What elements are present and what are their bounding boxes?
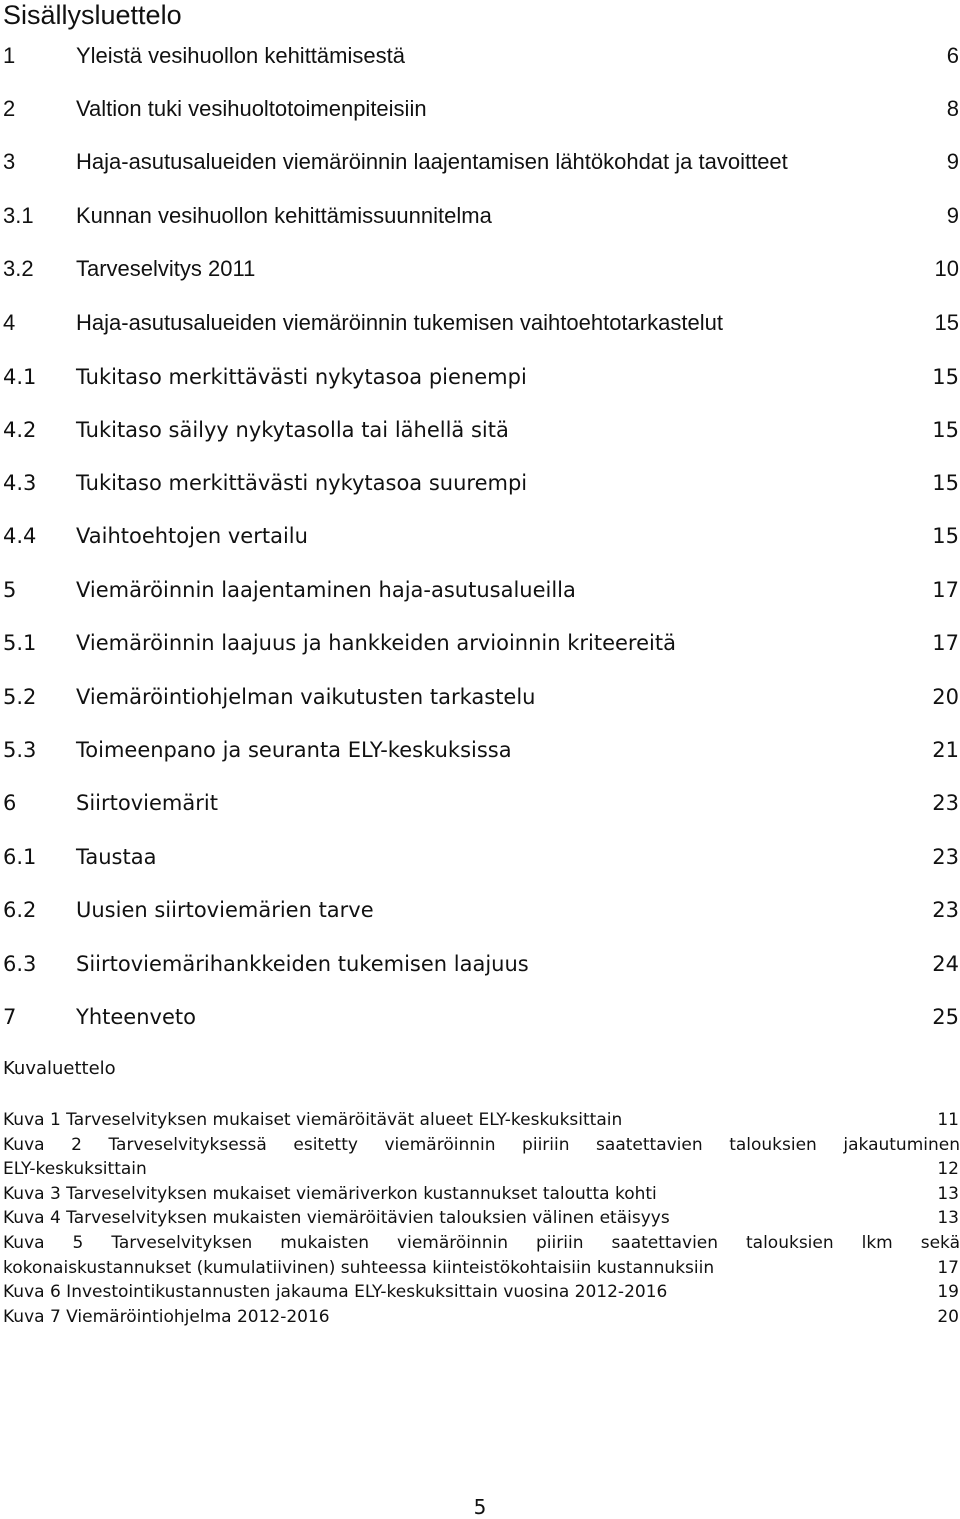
toc-entry-number: 4	[3, 310, 16, 335]
toc-entry[interactable]	[0, 41, 960, 71]
toc-entry-number: 7	[3, 1005, 17, 1029]
toc-entry-title: Viemäröinnin laajentaminen haja-asutusalueilla	[76, 578, 576, 602]
toc-entry-number: 6.2	[3, 898, 37, 922]
toc-entry-page: 23	[932, 845, 959, 869]
toc-entry-title: Viemäröinnin laajuus ja hankkeiden arvioinnin kriteereitä	[76, 631, 676, 655]
figure-entry[interactable]	[3, 1182, 960, 1207]
toc-entry-title: Tarveselvitys 2011	[76, 256, 256, 281]
toc-entry-number: 3	[3, 149, 16, 174]
toc-entry-page: 17	[932, 578, 959, 602]
figure-entry-title: Kuva 4 Tarveselvityksen mukaisten viemäröitävien talouksien välinen etäisyys	[3, 1208, 670, 1229]
toc-entry[interactable]	[0, 201, 960, 231]
figure-entry[interactable]	[3, 1280, 960, 1305]
figure-entry-page: 11	[937, 1110, 959, 1130]
toc-entry-number: 6	[3, 791, 17, 815]
toc-entry-title: Uusien siirtoviemärien tarve	[76, 898, 374, 922]
figure-list	[3, 1108, 960, 1329]
toc-entry[interactable]	[0, 362, 960, 392]
figure-entry-title: Kuva 2 Tarveselvityksessä esitetty viemäröinnin piiriin saatettavien talouksien jakautuminen	[3, 1134, 960, 1155]
page-title: Sisällysluettelo	[3, 0, 182, 30]
figure-entry[interactable]	[3, 1108, 960, 1133]
toc-entry-title: Viemäröintiohjelman vaikutusten tarkastelu	[76, 685, 536, 709]
toc-entry-title: Vaihtoehtojen vertailu	[76, 524, 308, 548]
figure-entry-page: 12	[937, 1159, 959, 1180]
toc-entry-number: 5	[3, 578, 17, 602]
figure-entry-title-continued: kokonaiskustannukset (kumulatiivinen) suhteessa kiinteistökohtaisiin kustannuksiin	[3, 1257, 715, 1278]
figure-entry-page: 13	[937, 1208, 959, 1229]
toc-entry-number: 6.3	[3, 952, 37, 976]
toc-entry-page: 15	[934, 310, 959, 335]
figure-entry[interactable]	[3, 1231, 960, 1280]
toc-entry[interactable]	[0, 254, 960, 284]
toc-entry-page: 23	[932, 791, 959, 815]
toc-entry[interactable]	[0, 415, 960, 445]
toc-entry-page: 10	[934, 256, 959, 281]
toc-entry-title: Yleistä vesihuollon kehittämisestä	[76, 43, 405, 68]
toc-entry-title: Siirtoviemärit	[76, 791, 218, 815]
figure-entry[interactable]	[3, 1133, 960, 1182]
toc-entry[interactable]	[0, 842, 960, 872]
toc-entry[interactable]	[0, 468, 960, 498]
toc-entry-page: 17	[932, 631, 959, 655]
toc-entry[interactable]	[0, 735, 960, 765]
toc-entry[interactable]	[0, 628, 960, 658]
toc-entry-page: 25	[932, 1005, 959, 1029]
toc-entry[interactable]	[0, 94, 960, 124]
toc-entry-page: 8	[946, 96, 959, 121]
toc-entry-title: Toimeenpano ja seuranta ELY-keskuksissa	[76, 738, 512, 762]
figure-entry-page: 19	[937, 1282, 959, 1303]
toc-entry-page: 9	[946, 149, 959, 174]
toc-entry-number: 4.2	[3, 418, 37, 442]
toc-entry[interactable]	[0, 788, 960, 818]
toc-entry[interactable]	[0, 575, 960, 605]
toc-entry-title: Siirtoviemärihankkeiden tukemisen laajuus	[76, 952, 529, 976]
figure-entry[interactable]	[3, 1305, 960, 1330]
toc-entry[interactable]	[0, 1002, 960, 1032]
figures-heading: Kuvaluettelo	[3, 1058, 116, 1079]
figure-entry-title-continued: ELY-keskuksittain	[3, 1159, 147, 1180]
figure-entry-title: Kuva 3 Tarveselvityksen mukaiset viemäriverkon kustannukset taloutta kohti	[3, 1183, 657, 1204]
figure-entry[interactable]	[3, 1206, 960, 1231]
toc-entry-number: 2	[3, 96, 16, 121]
toc-entry-page: 23	[932, 898, 959, 922]
toc-entry-title: Tukitaso säilyy nykytasolla tai lähellä sitä	[76, 418, 509, 442]
toc-entry-page: 15	[932, 524, 959, 548]
toc-entry-number: 5.2	[3, 685, 37, 709]
toc-entry-page: 15	[932, 365, 959, 389]
toc-entry-page: 15	[932, 418, 959, 442]
figure-entry-page: 17	[937, 1257, 959, 1278]
toc-entry-number: 6.1	[3, 845, 37, 869]
toc-entry[interactable]	[0, 308, 960, 338]
page-number: 5	[473, 1495, 487, 1519]
toc-entry-title: Tukitaso merkittävästi nykytasoa suurempi	[76, 471, 528, 495]
toc-entry-title: Haja-asutusalueiden viemäröinnin laajentamisen lähtökohdat ja tavoitteet	[76, 149, 788, 174]
toc-entry-title: Valtion tuki vesihuoltotoimenpiteisiin	[76, 96, 427, 121]
toc-entry-page: 21	[932, 738, 959, 762]
figure-entry-title: Kuva 6 Investointikustannusten jakauma ELY-keskuksittain vuosina 2012-2016	[3, 1282, 668, 1303]
toc-entry-title: Kunnan vesihuollon kehittämissuunnitelma	[76, 203, 492, 228]
figure-entry-page: 13	[937, 1183, 959, 1204]
toc-entry-page: 24	[932, 952, 959, 976]
figure-entry-title: Kuva 1 Tarveselvityksen mukaiset viemäröitävät alueet ELY-keskuksittain	[3, 1110, 623, 1130]
toc-entry[interactable]	[0, 895, 960, 925]
toc-entry-number: 4.4	[3, 524, 37, 548]
toc-entry-number: 4.3	[3, 471, 37, 495]
toc-entry-page: 20	[932, 685, 959, 709]
figure-entry-page: 20	[937, 1306, 959, 1327]
toc-entry-title: Tukitaso merkittävästi nykytasoa pienempi	[76, 365, 527, 389]
toc-entry-number: 5.3	[3, 738, 37, 762]
figure-entry-title: Kuva 7 Viemäröintiohjelma 2012-2016	[3, 1306, 330, 1327]
toc-entry[interactable]	[0, 682, 960, 712]
figure-entry-title: Kuva 5 Tarveselvityksen mukaisten viemäröinnin piiriin saatettavien talouksien lkm sekä	[3, 1232, 960, 1253]
toc-entry-number: 4.1	[3, 365, 37, 389]
toc-entry-title: Taustaa	[76, 845, 157, 869]
toc-entry-title: Yhteenveto	[76, 1005, 196, 1029]
toc-entry-number: 5.1	[3, 631, 37, 655]
toc-entry[interactable]	[0, 147, 960, 177]
toc-entry-page: 9	[946, 203, 959, 228]
toc-entry-page: 6	[946, 43, 959, 68]
toc-entry-page: 15	[932, 471, 959, 495]
toc-entry-number: 3.1	[3, 203, 34, 228]
toc-entry[interactable]	[0, 521, 960, 551]
toc-entry-number: 1	[3, 43, 16, 68]
toc-entry[interactable]	[0, 949, 960, 979]
toc-entry-number: 3.2	[3, 256, 34, 281]
toc-entry-title: Haja-asutusalueiden viemäröinnin tukemisen vaihtoehtotarkastelut	[76, 310, 723, 335]
